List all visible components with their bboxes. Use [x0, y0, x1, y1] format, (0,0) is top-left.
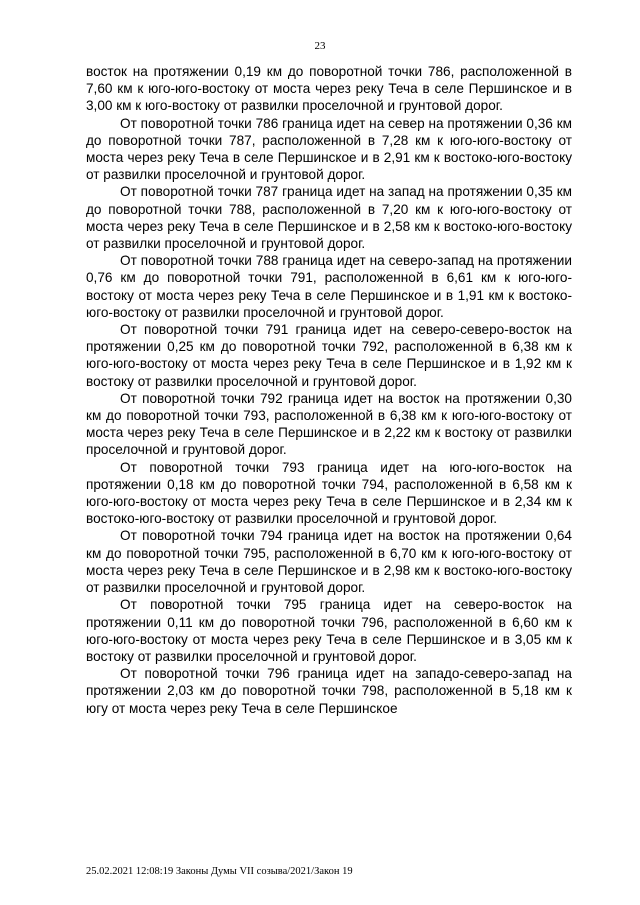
paragraph-point-794: От поворотной точки 794 граница идет на восток на протяжении 0,64 км до поворотной точки 795, расположенной в 6,70 км к юго-юго-востоку от моста через реку Теча в селе Першинское и в 2,98 км к востоко-юго-востоку от развилки проселочной и грунтовой дорог.: [86, 528, 572, 596]
paragraph-point-787: От поворотной точки 787 граница идет на запад на протяжении 0,35 км до поворотной точки 788, расположенной в 7,20 км к юго-юго-востоку от моста через реку Теча в селе Першинское и в 2,58 км к востоко-юго-востоку от развилки проселочной и грунтовой дорог.: [86, 184, 572, 252]
document-footer: 25.02.2021 12:08:19 Законы Думы VII созыва/2021/Закон 19: [86, 866, 353, 877]
paragraph-point-792: От поворотной точки 792 граница идет на восток на протяжении 0,30 км до поворотной точки 793, расположенной в 6,38 км к юго-юго-востоку от моста через реку Теча в селе Першинское и в 2,22 км к востоку от развилки проселочной и грунтовой дорог.: [86, 390, 572, 458]
page-number: 23: [314, 40, 326, 52]
paragraph-point-786: От поворотной точки 786 граница идет на север на протяжении 0,36 км до поворотной точки 787, расположенной в 7,28 км к юго-юго-востоку от моста через реку Теча в селе Першинское и в 2,91 км к востоко-юго-востоку от развилки проселочной и грунтовой дорог.: [86, 115, 572, 183]
paragraph-point-795: От поворотной точки 795 граница идет на северо-восток на протяжении 0,11 км до поворотной точки 796, расположенной в 6,60 км к юго-юго-востоку от моста через реку Теча в селе Першинское и в 3,05 км к востоку от развилки проселочной и грунтовой дорог.: [86, 597, 572, 664]
paragraph-point-793: От поворотной точки 793 граница идет на юго-юго-восток на протяжении 0,18 км до поворотной точки 794, расположенной в 6,58 км к юго-юго-востоку от моста через реку Теча в селе Першинское и в 2,34 км к востоко-юго-востоку от развилки проселочной и грунтовой дорог.: [86, 459, 572, 527]
paragraph-point-788: От поворотной точки 788 граница идет на северо-запад на протяжении 0,76 км до поворотной точки 791, расположенной в 6,61 км к юго-юго-востоку от моста через реку Теча в селе Першинское и в 1,91 км к востоко-юго-востоку от развилки проселочной и грунтовой дорог.: [86, 253, 572, 320]
paragraph-point-791: От поворотной точки 791 граница идет на северо-северо-восток на протяжении 0,25 км до поворотной точки 792, расположенной в 6,38 км к юго-юго-востоку от моста через реку Теча в селе Першинское и в 1,92 км к востоку от развилки проселочной и грунтовой дорог.: [86, 322, 572, 389]
document-body: [86, 63, 572, 717]
paragraph-point-796: От поворотной точки 796 граница идет на западо-северо-запад на протяжении 2,03 км до поворотной точки 798, расположенной в 5,18 км к югу от моста через реку Теча в селе Першинское: [86, 666, 572, 716]
paragraph-continuation: восток на протяжении 0,19 км до поворотной точки 786, расположенной в 7,60 км к юго-юго-востоку от моста через реку Теча в селе Першинское и в 3,00 км к юго-востоку от развилки проселочной и грунтовой дорог.: [86, 64, 572, 114]
